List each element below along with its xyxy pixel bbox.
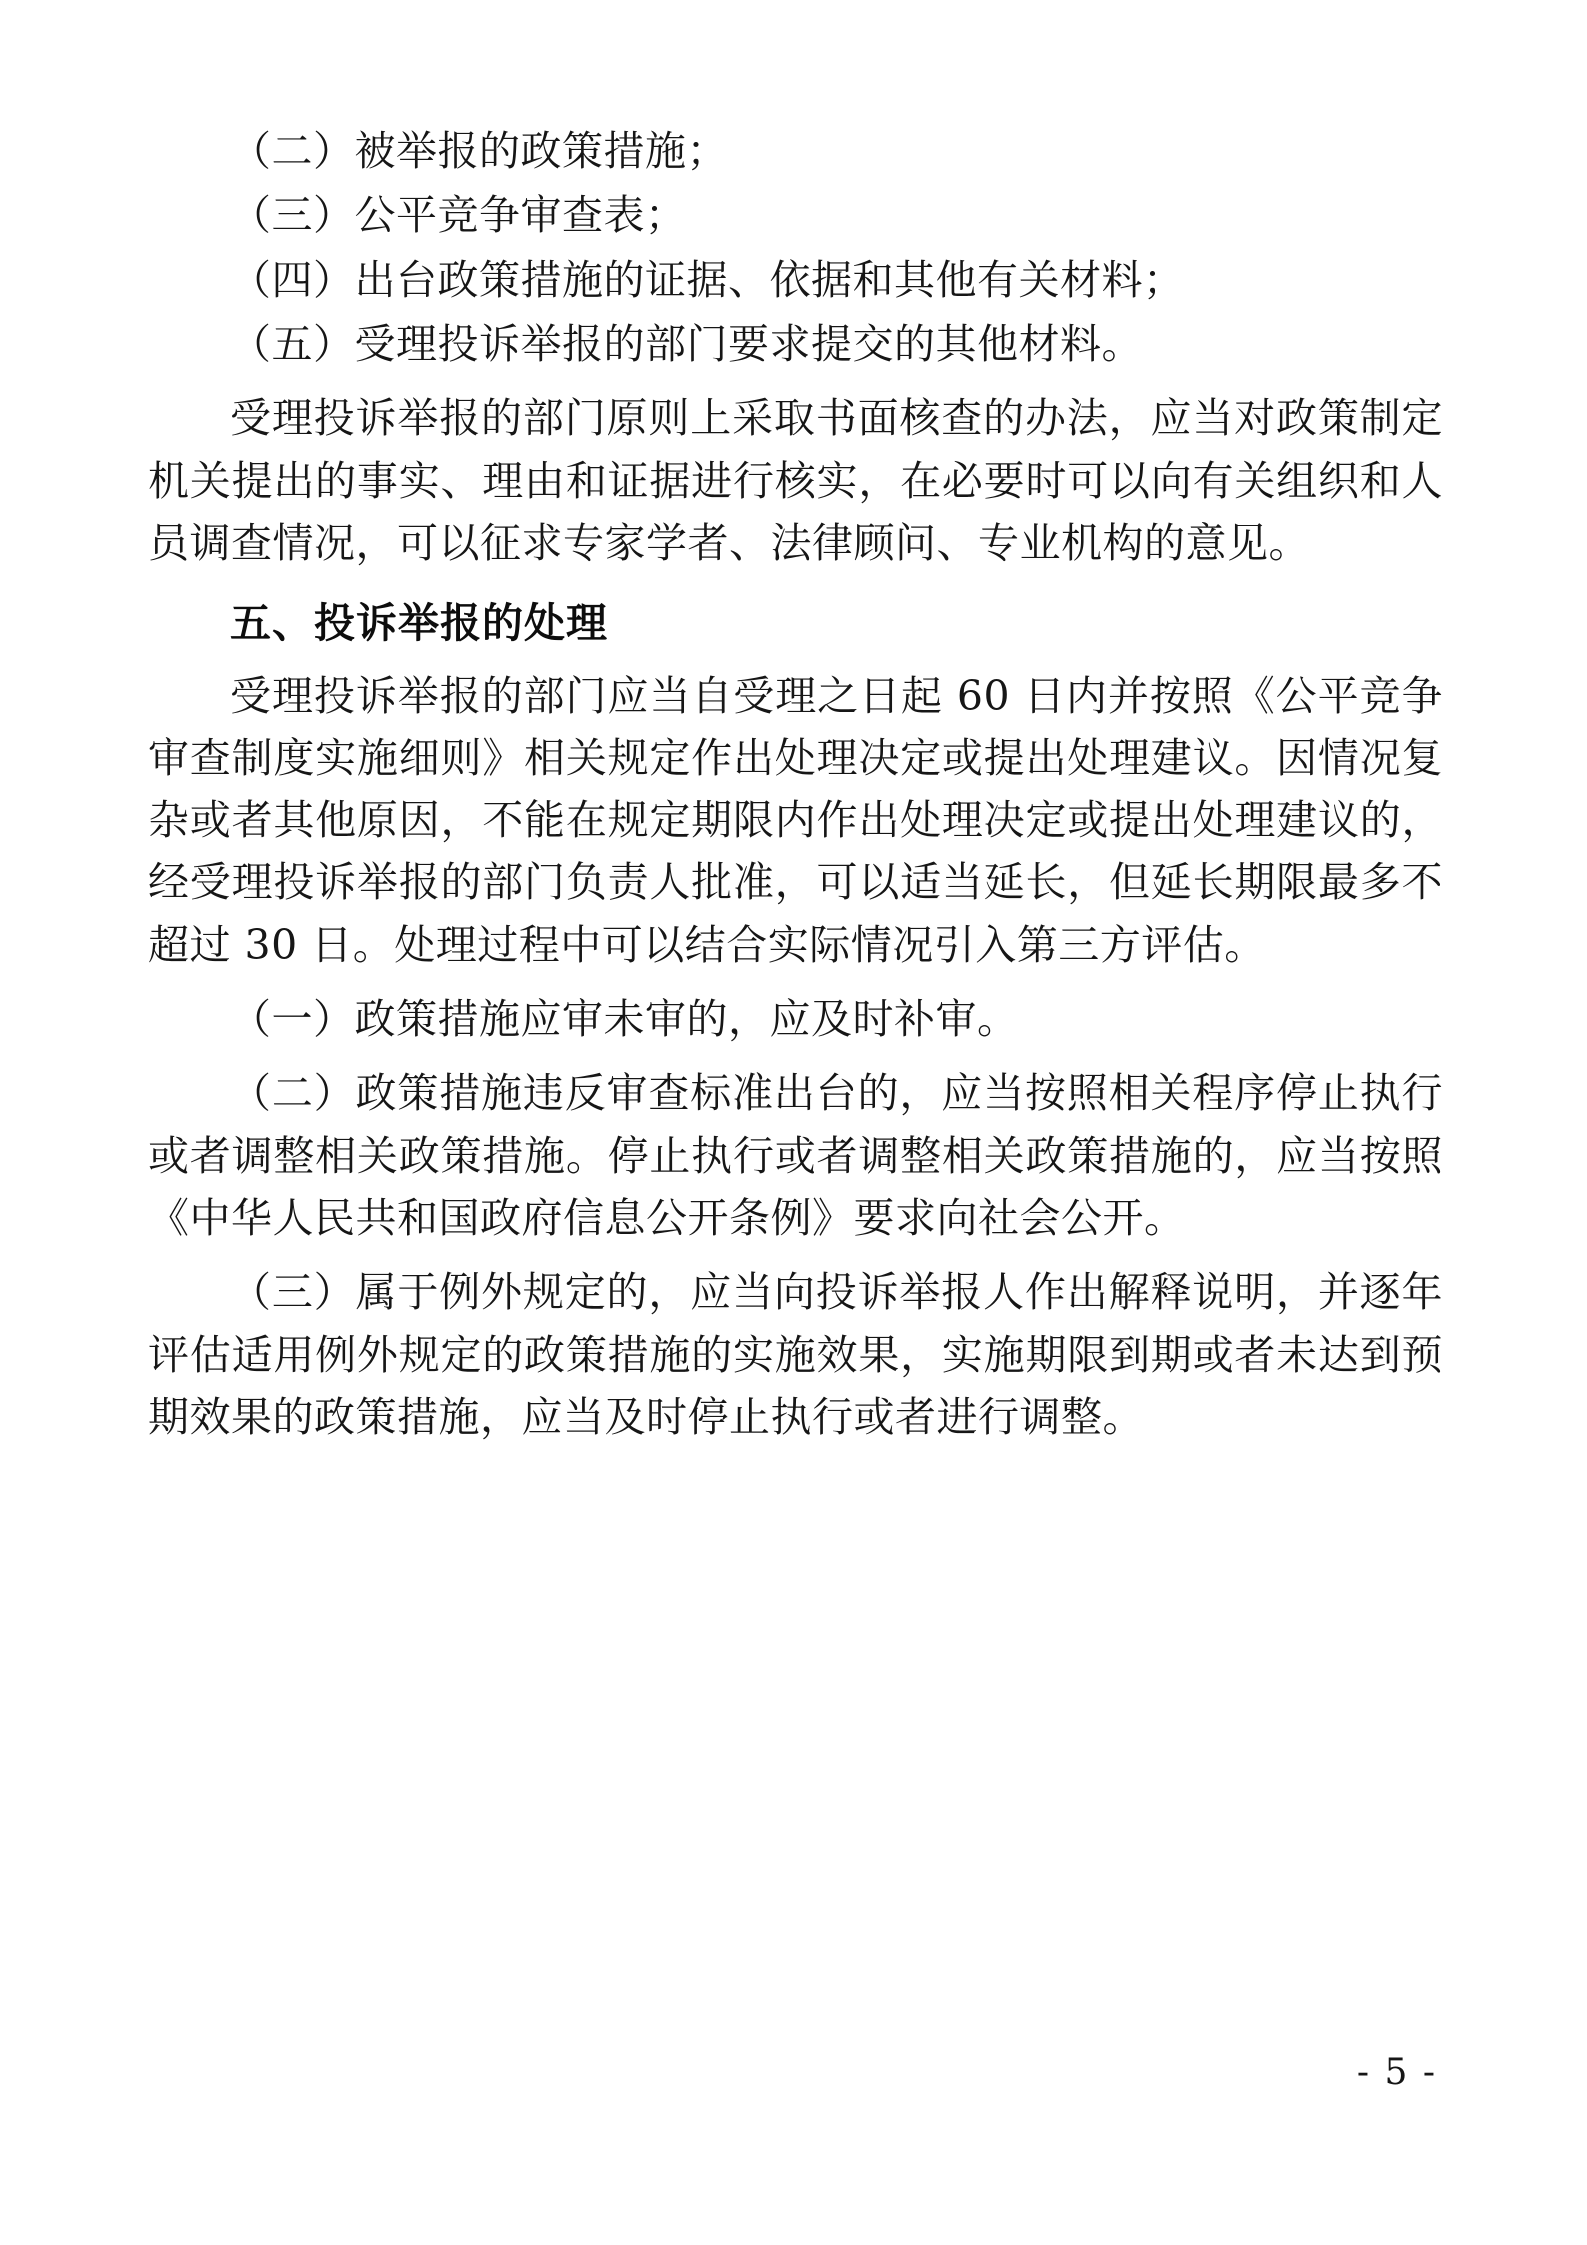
handling-clause-item: （三）属于例外规定的，应当向投诉举报人作出解释说明，并逐年评估适用例外规定的政策措施的实施效果，实施期限到期或者未达到预期效果的政策措施，应当及时停止执行或者进行调整。 [148, 1268, 1443, 1441]
handling-clause-item: （二）政策措施违反审查标准出台的，应当按照相关程序停止执行或者调整相关政策措施。停止执行或者调整相关政策措施的，应当按照《中华人民共和国政府信息公开条例》要求向社会公开。 [148, 1069, 1443, 1242]
clause-item: （四）出台政策措施的证据、依据和其他有关材料； [230, 255, 1185, 304]
spacer [148, 377, 1443, 387]
paragraph-handling-deadline: 受理投诉举报的部门应当自受理之日起 60 日内并按照《公平竞争审查制度实施细则》相关规定作出处理决定或提出处理建议。因情况复杂或者其他原因，不能在规定期限内作出处理决定或提出处理建议的，经受理投诉举报的部门负责人批准，可以适当延长，但延长期限最多不超过 30 日。处理过程中可以结合实际情况引入第三方评估。 [148, 671, 1443, 969]
clause-item: （三）公平竞争审查表； [230, 191, 687, 240]
clause-item: （五）受理投诉举报的部门要求提交的其他材料。 [230, 319, 1143, 368]
spacer [148, 978, 1443, 988]
section-heading-complaint-handling: 五、投诉举报的处理 [230, 599, 608, 648]
page-content [148, 120, 1443, 1450]
paragraph-written-review: 受理投诉举报的部门原则上采取书面核查的办法，应当对政策制定机关提出的事实、理由和证据进行核实，在必要时可以向有关组织和人员调查情况，可以征求专家学者、法律顾问、专业机构的意见。 [148, 394, 1443, 567]
handling-clause-item: （一）政策措施应审未审的，应及时补审。 [230, 995, 1019, 1044]
clause-item: （二）被举报的政策措施； [230, 127, 728, 175]
spacer [148, 1052, 1443, 1062]
spacer [148, 1251, 1443, 1261]
page-number: - 5 - [1356, 2052, 1437, 2093]
